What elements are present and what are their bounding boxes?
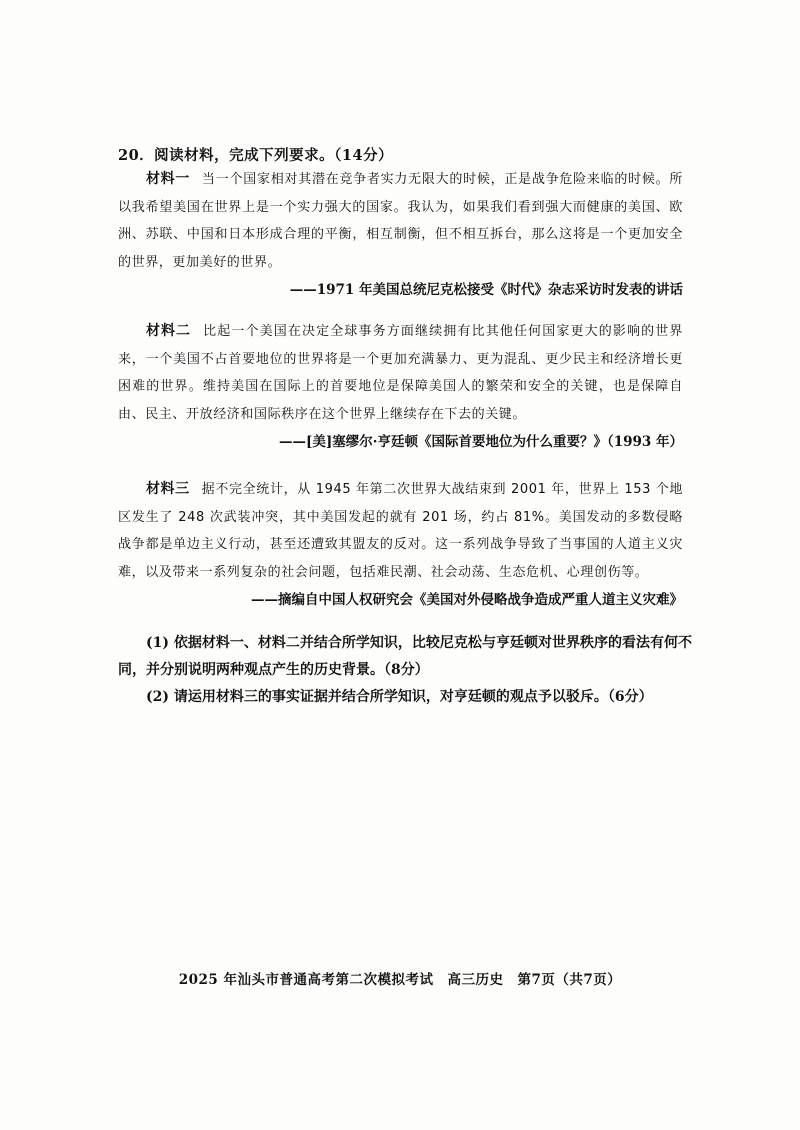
material-text: 当一个国家相对其潜在竞争者实力无限大的时候，正是战争危险来临的时候。所以我希望美国在世界上是一个实力强大的国家。我认为，如果我们看到强大而健康的美国、欧洲、苏联、中国和日本形成合理的平衡，相互制衡，但不相互拆台，那么这将是一个更加安全的世界，更加美好的世界。 [118,172,683,270]
sub-question-2: (2) 请运用材料三的事实证据并结合所学知识，对亨廷顿的观点予以驳斥。（6分） [146,689,653,705]
page-footer: 2025 年汕头市普通高考第二次模拟考试 高三历史 第7页（共7页） [178,972,622,988]
material-text: 比起一个美国在决定全球事务方面继续拥有比其他任何国家更大的影响的世界来，一个美国不占首要地位的世界将是一个更加充满暴力、更为混乱、更少民主和经济增长更困难的世界。维持美国在国际上的首要地位是保障美国人的繁荣和安全的关键，也是保障自由、民主、开放经济和国际秩序在这个世界上继续存在下去的关键。 [118,324,683,422]
material-paragraph [118,166,683,276]
material-source: ——1971 年美国总统尼克松接受《时代》杂志采访时发表的讲话 [289,282,683,298]
material-source: ——摘编自中国人权研究会《美国对外侵略战争造成严重人道主义灾难》 [251,592,683,608]
question-title: 20．阅读材料，完成下列要求。（14分） [118,147,394,164]
material-source: ——[美]塞缪尔·亨廷顿《国际首要地位为什么重要？》（1993 年） [279,434,683,450]
material-3 [118,476,683,612]
material-label: 材料一 [146,171,190,187]
sub-question-1: (1) 依据材料一、材料二并结合所学知识，比较尼克松与亨廷顿对世界秩序的看法有何不同，并分别说明两种观点产生的历史背景。（8分） [118,635,692,678]
material-paragraph [118,476,683,586]
material-label: 材料三 [146,481,190,497]
material-2 [118,318,683,454]
sub-questions [118,630,692,711]
material-paragraph [118,318,683,428]
material-1 [118,166,683,302]
material-label: 材料二 [146,323,192,339]
material-text: 据不完全统计，从 1945 年第二次世界大战结束到 2001 年，世界上 153 个地区发生了 248 次武装冲突，其中美国发起的就有 201 场，约占 81%。美国发动的多数侵略战争都是单边主义行动，甚至还遭致其盟友的反对。这一系列战争导致了当事国的人道主义灾难，以及带来一系列复杂的社会问题，包括难民潮、社会动荡、生态危机、心理创伤等。 [118,482,683,580]
